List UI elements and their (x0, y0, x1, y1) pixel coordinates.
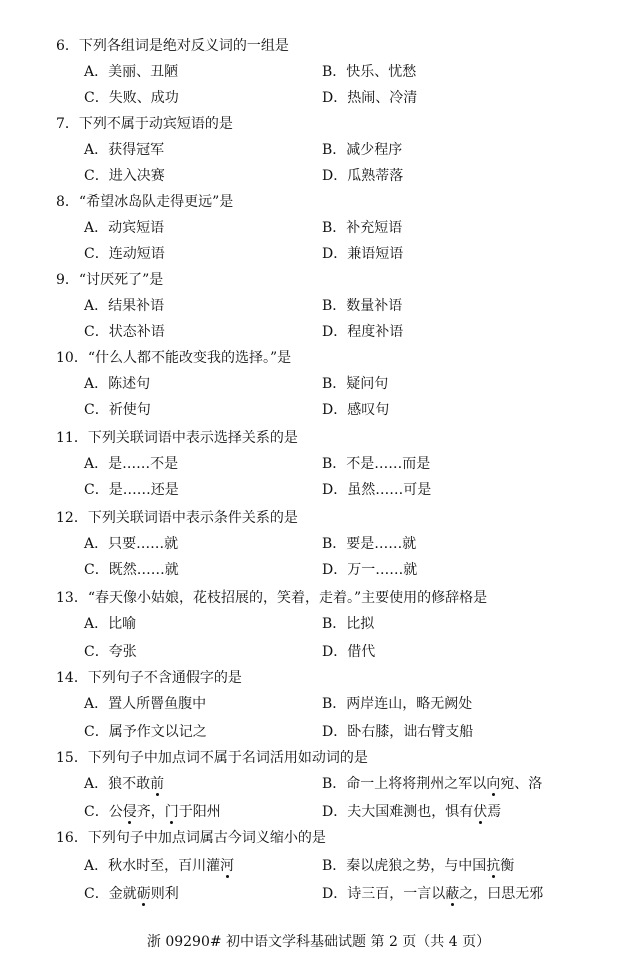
question-stem: 6．下列各组词是绝对反义词的一组是 (56, 38, 289, 54)
option-d: D．瓜熟蒂落 (322, 168, 404, 184)
option-d: D．热闹、冷清 (322, 90, 418, 106)
emphasis-dot-word: 砺 (136, 886, 151, 902)
option-a: A．获得冠军 (84, 142, 165, 158)
emphasis-dot-word: 侵 (122, 804, 137, 820)
option-b: B．补充短语 (322, 220, 403, 236)
option-b: B．数量补语 (322, 298, 403, 314)
question-stem: 16．下列句子中加点词属古今词义缩小的是 (56, 830, 326, 846)
option-b: B．比拟 (322, 616, 375, 632)
option-c: C．公侵齐，门于阳州 (84, 804, 221, 820)
emphasis-dot-word: 门 (164, 804, 179, 820)
emphasis-dot-word: 河 (220, 858, 235, 874)
option-c: C．连动短语 (84, 246, 165, 262)
option-b: B．不是……而是 (322, 456, 431, 472)
emphasis-dot-word: 蔽 (445, 886, 460, 902)
emphasis-dot-word: 抗 (486, 858, 501, 874)
option-d: D．卧右膝，诎右臂支船 (322, 724, 474, 740)
question-stem: 15．下列句子中加点词不属于名词活用如动词的是 (56, 750, 368, 766)
option-a: A．置人所罾鱼腹中 (84, 696, 207, 712)
option-b: B．减少程序 (322, 142, 403, 158)
option-a: A．只要……就 (84, 536, 179, 552)
option-d: D．万一……就 (322, 562, 418, 578)
question-stem: 11．下列关联词语中表示选择关系的是 (56, 430, 298, 446)
option-b: B．要是……就 (322, 536, 417, 552)
page-footer: 浙 09290# 初中语文学科基础试题 第 2 页（共 4 页） (146, 934, 491, 950)
option-c: C．进入决赛 (84, 168, 165, 184)
option-c: C．夸张 (84, 644, 137, 660)
option-c: C．属予作文以记之 (84, 724, 207, 740)
option-a: A．比喻 (84, 616, 137, 632)
question-stem: 12．下列关联词语中表示条件关系的是 (56, 510, 298, 526)
option-c: C．金就砺则利 (84, 886, 179, 902)
option-d: D．夫大国难测也，惧有伏焉 (322, 804, 502, 820)
question-stem: 7．下列不属于动宾短语的是 (56, 116, 233, 132)
question-stem: 14．下列句子不含通假字的是 (56, 670, 242, 686)
option-c: C．祈使句 (84, 402, 151, 418)
option-a: A．狼不敢前 (84, 776, 165, 792)
option-b: B．快乐、忧愁 (322, 64, 417, 80)
option-c: C．是……还是 (84, 482, 179, 498)
option-a: A．是……不是 (84, 456, 179, 472)
option-d: D．兼语短语 (322, 246, 404, 262)
option-b: B．秦以虎狼之势，与中国抗衡 (322, 858, 515, 874)
question-stem: 13．“春天像小姑娘，花枝招展的，笑着，走着。”主要使用的修辞格是 (56, 590, 488, 606)
option-a: A．动宾短语 (84, 220, 165, 236)
option-b: B．两岸连山，略无阙处 (322, 696, 473, 712)
option-a: A．秋水时至，百川灌河 (84, 858, 235, 874)
question-stem: 8．“希望冰岛队走得更远”是 (56, 194, 234, 210)
question-stem: 10．“什么人都不能改变我的选择。”是 (56, 350, 292, 366)
option-a: A．结果补语 (84, 298, 165, 314)
question-stem: 9．“讨厌死了”是 (56, 272, 164, 288)
emphasis-dot-word: 向 (486, 776, 501, 792)
option-d: D．诗三百，一言以蔽之，曰思无邪 (322, 886, 544, 902)
option-d: D．感叹句 (322, 402, 390, 418)
option-b: B．命一上将将荆州之军以向宛、洛 (322, 776, 543, 792)
option-d: D．虽然……可是 (322, 482, 432, 498)
emphasis-dot-word: 前 (150, 776, 165, 792)
option-c: C．状态补语 (84, 324, 165, 340)
option-c: C．既然……就 (84, 562, 179, 578)
option-a: A．美丽、丑陋 (84, 64, 179, 80)
option-c: C．失败、成功 (84, 90, 179, 106)
option-b: B．疑问句 (322, 376, 389, 392)
emphasis-dot-word: 伏 (473, 804, 488, 820)
option-d: D．借代 (322, 644, 376, 660)
option-a: A．陈述句 (84, 376, 151, 392)
option-d: D．程度补语 (322, 324, 404, 340)
